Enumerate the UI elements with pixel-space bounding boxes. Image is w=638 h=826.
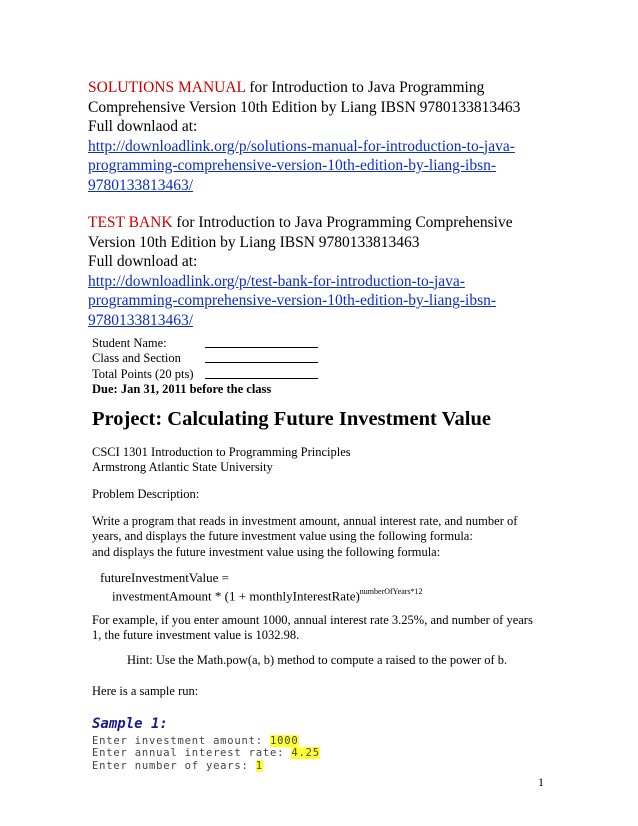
sample-input-amount: 1000 — [270, 735, 299, 747]
sample-line-1: Enter investment amount: 1000 — [92, 735, 299, 747]
example-text: For example, if you enter amount 1000, annual interest rate 3.25%, and number of years 1, the future investment value is 1032.98. — [92, 613, 533, 643]
test-bank-line-3: Full download at: — [88, 253, 198, 270]
university-name: Armstrong Atlantic State University — [92, 460, 273, 475]
solutions-line-1: SOLUTIONS MANUAL for Introduction to Java Programming — [88, 79, 485, 96]
problem-description: Write a program that reads in investment amount, annual interest rate, and number of years, and displays the future investment value using the following formula: and displays the future investment value using the following formula: — [92, 514, 518, 559]
sample-run-output — [92, 735, 320, 772]
test-bank-label: TEST BANK — [88, 214, 173, 231]
formula-exponent: numberOfYears*12 — [359, 587, 423, 597]
formula — [92, 570, 542, 604]
sample-line-3: Enter number of years: 1 — [92, 759, 263, 772]
header-block — [88, 78, 558, 330]
solutions-link[interactable]: http://downloadlink.org/p/solutions-manual-for-introduction-to-java- programming-comprehensive-version-10th-edition-by-liang-ibsn- 9780133813463/ — [88, 137, 515, 194]
page-number: 1 — [538, 775, 544, 789]
test-bank-line-1: TEST BANK for Introduction to Java Programming Comprehensive — [88, 214, 513, 231]
student-info-form — [92, 336, 318, 398]
solutions-line-2: Comprehensive Version 10th Edition by Liang IBSN 9780133813463 — [88, 98, 521, 116]
formula-line-1: futureInvestmentValue = — [100, 570, 229, 585]
class-section-blank[interactable] — [205, 351, 318, 363]
sample-heading: Sample 1: — [92, 716, 168, 732]
project-title: Project: Calculating Future Investment Value — [92, 408, 491, 430]
total-points-label: Total Points (20 pts) — [92, 366, 194, 381]
sample-line-2: Enter annual interest rate: 4.25 — [92, 747, 320, 760]
total-points-blank[interactable] — [205, 367, 318, 379]
student-name-blank[interactable] — [205, 336, 318, 348]
course-name: CSCI 1301 Introduction to Programming Principles — [92, 445, 351, 459]
solutions-manual-label: SOLUTIONS MANUAL — [88, 79, 246, 96]
due-date: Due: Jan 31, 2011 before the class — [92, 382, 272, 397]
solutions-line-3: Full downlaod at: — [88, 118, 198, 135]
problem-heading: Problem Description: — [92, 487, 200, 501]
sample-input-years: 1 — [255, 759, 263, 772]
hint-text: Hint: Use the Math.pow(a, b) method to compute a raised to the power of b. — [127, 653, 508, 667]
formula-line-2: investmentAmount * (1 + monthlyInterestRate)$^{numberOfYears*12}$ — [112, 587, 423, 604]
sample-input-rate: 4.25 — [291, 747, 320, 760]
test-bank-line-2: Version 10th Edition by Liang IBSN 9780133813463 — [88, 233, 420, 251]
course-info — [92, 445, 542, 476]
student-name-label: Student Name: — [92, 336, 167, 350]
sample-intro: Here is a sample run: — [92, 684, 199, 698]
class-section-label: Class and Section — [92, 351, 181, 366]
test-bank-link[interactable]: http://downloadlink.org/p/test-bank-for-introduction-to-java- programming-comprehensive-version-10th-edition-by-liang-ibsn- 9780133813463/ — [88, 272, 497, 329]
